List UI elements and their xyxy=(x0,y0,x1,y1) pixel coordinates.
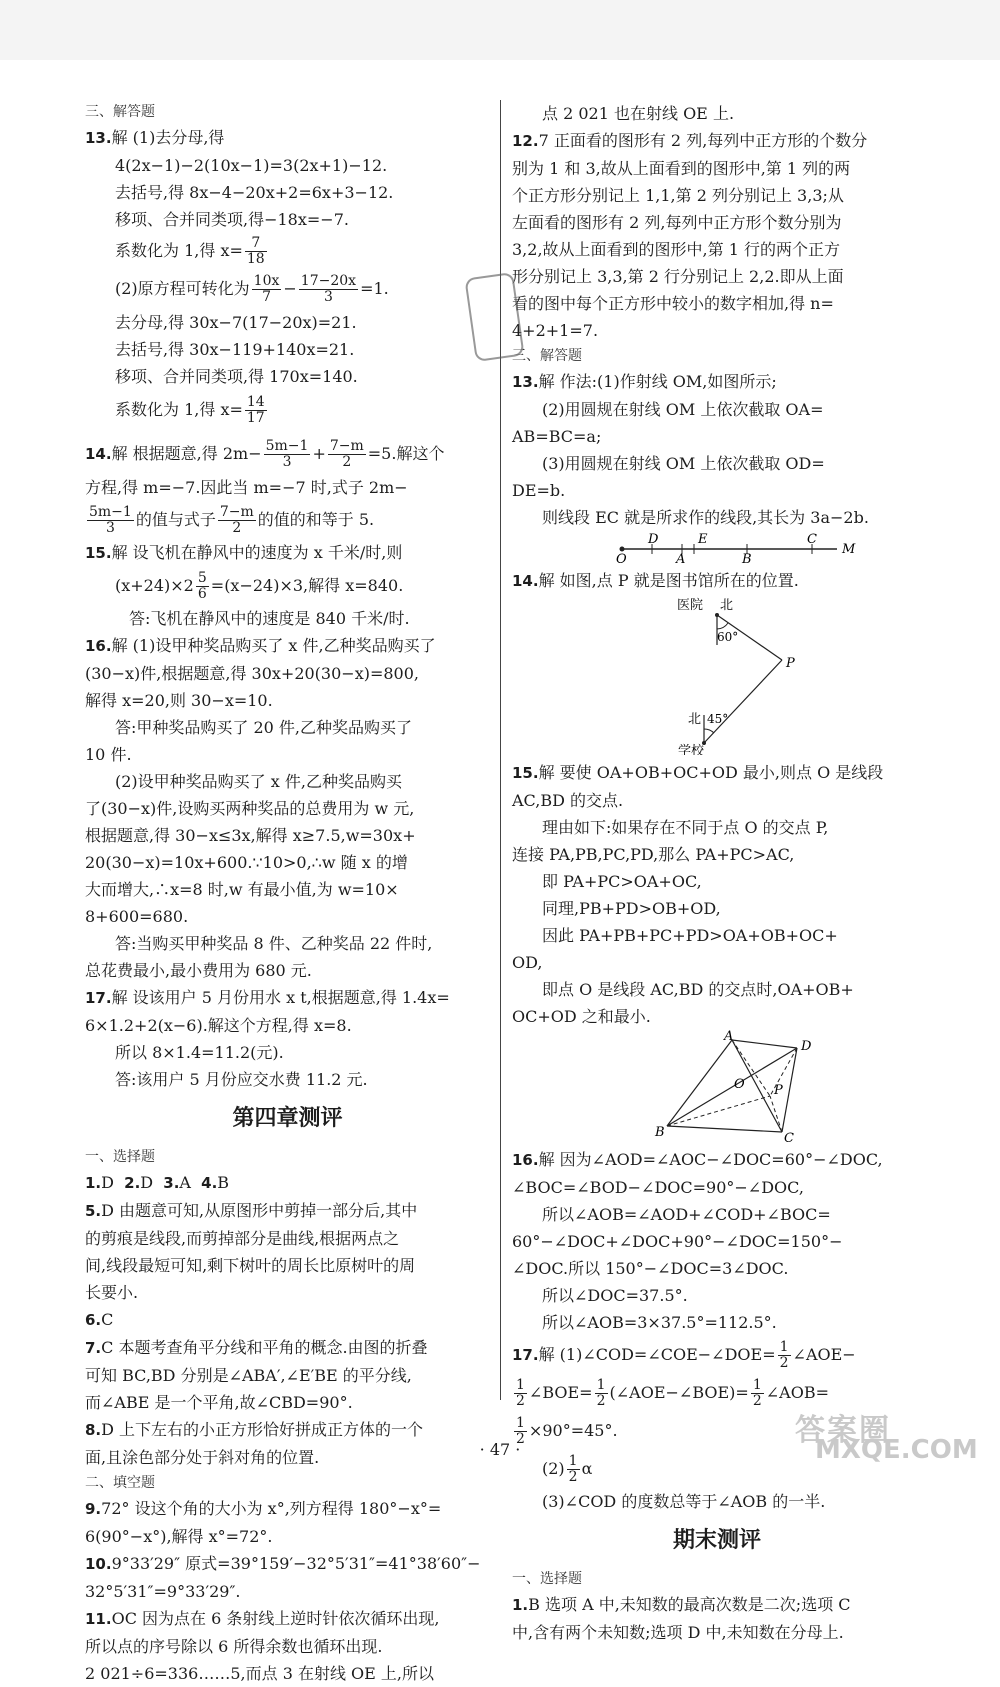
map-figure xyxy=(512,595,922,755)
q13-line: 4(2x−1)−2(10x−1)=3(2x+1)−12. xyxy=(115,156,388,175)
label-b: B xyxy=(742,552,752,563)
q16-line: 解得 x=20,则 30−x=10. xyxy=(85,691,273,710)
q16-line: 了(30−x)件,设购买两种奖品的总费用为 w 元, xyxy=(85,799,415,818)
p-to-school xyxy=(704,660,782,743)
c11-continued: 点 2 021 也在射线 OE 上. xyxy=(542,104,735,123)
fraction: $\frac{7-m}{2}$ xyxy=(329,438,364,470)
c5-line: 5.D 由题意可知,从原图形中剪掉一部分后,其中 xyxy=(85,1201,418,1220)
q16-line: 60°−∠DOC+∠DOC+90°−∠DOC=150°− xyxy=(512,1232,843,1251)
q16-line: 总花费最小,最小费用为 680 元. xyxy=(85,961,312,980)
q13-line: (3)用圆规在射线 OM 上依次截取 OD= xyxy=(542,454,825,473)
q17-line: 17.解 (1)∠COD=∠COE−∠DOE= $\frac{1}{2}$ ∠AOE− xyxy=(512,1339,856,1371)
c10-line: 10.9°33′29″ 原式=39°159′−32°5′31″=41°38′60″− xyxy=(85,1554,481,1573)
fraction: $\frac{14}{17}$ xyxy=(246,394,265,426)
q15-line: OC+OD 之和最小. xyxy=(512,1007,651,1026)
q16-line: ∠BOC=∠BOD−∠DOC=90°−∠DOC, xyxy=(512,1178,804,1197)
q13-line: 移项、合并同类项,得−18x=−7. xyxy=(115,210,349,229)
c5-line: 间,线段最短可知,剩下树叶的周长比原树叶的周 xyxy=(85,1256,416,1275)
label-a: A xyxy=(724,1030,734,1044)
label-o: O xyxy=(734,1077,745,1092)
q13-line: 去括号,得 8x−4−20x+2=6x+3−12. xyxy=(115,183,394,202)
label-d: D xyxy=(648,532,659,547)
fraction: $\frac{1}{2}$ xyxy=(779,1339,789,1371)
section-heading: 一、选择题 xyxy=(85,1149,155,1165)
q14-line: $\frac{5m-1}{3}$ 的值与式子 $\frac{7-m}{2}$ 的值的和等于 5. xyxy=(89,504,375,536)
f1-line: 中,含有两个未知数;选项 D 中,未知数在分母上. xyxy=(512,1623,844,1642)
c12-line: 左面看的图形有 2 列,每列中正方形个数分别为 xyxy=(512,213,842,232)
fraction: $\frac{5m-1}{3}$ xyxy=(265,438,309,470)
q17-line: 6×1.2+2(x−6).解这个方程,得 x=8. xyxy=(85,1016,352,1035)
point-o xyxy=(620,547,625,552)
fraction: $\frac{1}{2}$ xyxy=(596,1377,606,1409)
q15-line: 即点 O 是线段 AC,BD 的交点时,OA+OB+ xyxy=(542,980,854,999)
q14-line: 14.解 根据题意,得 2m− $\frac{5m-1}{3}$ + $\frac{7-m}{2}$ =5.解这个 xyxy=(85,438,445,470)
q13-line: 去括号,得 30x−119+140x=21. xyxy=(115,340,355,359)
label-o: O xyxy=(616,552,627,563)
q15-line: OD, xyxy=(512,953,543,972)
c8-line: 8.D 上下左右的小正方形恰好拼成正方体的一个 xyxy=(85,1420,424,1439)
c12-line: 4+2+1=7. xyxy=(512,321,599,340)
q15-line: 理由如下:如果存在不同于点 O 的交点 P, xyxy=(542,818,829,837)
label-north-2: 北 xyxy=(688,712,702,727)
fraction: $\frac{7-m}{2}$ xyxy=(219,504,254,536)
q13-line: DE=b. xyxy=(512,481,566,500)
q13-line: 13.解 作法:(1)作射线 OM,如图所示; xyxy=(512,372,777,391)
q13-line: AB=BC=a; xyxy=(512,427,602,446)
q16-line: (2)设甲种奖品购买了 x 件,乙种奖品购买 xyxy=(115,772,402,791)
q13-line: 移项、合并同类项,得 170x=140. xyxy=(115,367,358,386)
c12-line: 形分别记上 3,3,第 2 行分别记上 2,2.即从上面 xyxy=(512,267,844,286)
q16-line: 所以∠AOB=∠AOD+∠COD+∠BOC= xyxy=(542,1205,831,1224)
label-m: M xyxy=(842,542,856,557)
q15-line: 答:飞机在静风中的速度是 840 千米/时. xyxy=(129,609,410,628)
q17-line: (2) $\frac{1}{2}$ α xyxy=(542,1453,593,1485)
q16-line: 大而增大,∴x=8 时,w 有最小值,为 w=10× xyxy=(85,880,399,899)
q14-line: 14.解 如图,点 P 就是图书馆所在的位置. xyxy=(512,571,799,590)
c9-line: 6(90°−x°),解得 x°=72°. xyxy=(85,1527,273,1546)
fraction: $\frac{1}{2}$ xyxy=(752,1377,762,1409)
choice-line: 1.D 2.D 3.A 4.B xyxy=(85,1173,230,1192)
q17-line: (3)∠COD 的度数总等于∠AOB 的一半. xyxy=(542,1492,826,1511)
fraction: $\frac{7}{18}$ xyxy=(246,235,265,267)
q16-line: 根据题意,得 30−x≤3x,解得 x≥7.5,w=30x+ xyxy=(85,826,416,845)
label-hospital: 医院 xyxy=(677,598,704,613)
label-school: 学校 xyxy=(678,744,705,755)
q13-line: 系数化为 1,得 x= $\frac{7}{18}$ xyxy=(115,235,265,267)
c12-line: 3,2,故从上面看到的图形中,第 1 行的两个正方 xyxy=(512,240,840,259)
c7-line: 7.C 本题考查角平分线和平角的概念.由图的折叠 xyxy=(85,1338,428,1357)
q16-line: 答:甲种奖品购买了 20 件,乙种奖品购买了 xyxy=(115,718,413,737)
c11-line: 11.OC 因为点在 6 条射线上逆时针依次循环出现, xyxy=(85,1609,440,1628)
q16-line: 答:当购买甲种奖品 8 件、乙种奖品 22 件时, xyxy=(115,934,433,953)
q13-line: (2)用圆规在射线 OM 上依次截取 OA= xyxy=(542,400,824,419)
q16-line: 8+600=680. xyxy=(85,907,189,926)
q17-line: 答:该用户 5 月份应交水费 11.2 元. xyxy=(115,1070,368,1089)
fraction: $\frac{5m-1}{3}$ xyxy=(89,504,132,536)
q16-line: (30−x)件,根据题意,得 30x+20(30−x)=800, xyxy=(85,664,419,683)
label-angle-45: 45° xyxy=(707,712,729,726)
q17-line: $\frac{1}{2}$ ∠BOE= $\frac{1}{2}$ (∠AOE−∠BOE)= $\frac{1}{2}$ ∠AOB= xyxy=(516,1377,829,1409)
fraction: $\frac{10x}{7}$ xyxy=(253,273,280,305)
c6-line: 6.C xyxy=(85,1310,114,1329)
q16-line: 10 件. xyxy=(85,745,132,764)
section-heading: 三、解答题 xyxy=(512,348,582,364)
label-a: A xyxy=(676,552,686,563)
fraction: $\frac{5}{6}$ xyxy=(197,570,207,602)
c10-line: 32°5′31″=9°33′29″. xyxy=(85,1582,241,1601)
c7-line: 而∠ABE 是一个平角,故∠CBD=90°. xyxy=(85,1393,353,1412)
c12-line: 看的图中每个正方形中较小的数字相加,得 n= xyxy=(512,294,834,313)
label-p: P xyxy=(774,1083,783,1098)
c8-line: 面,且涂色部分处于斜对角的位置. xyxy=(85,1448,320,1467)
q13-line: (2)原方程可转化为 $\frac{10x}{7}$ − $\frac{17-20x}{3}$ =1. xyxy=(115,273,389,305)
q15-line: 即 PA+PC>OA+OC, xyxy=(542,872,702,891)
label-d: D xyxy=(801,1039,812,1054)
q15-line: (x+24)×2 $\frac{5}{6}$ =(x−24)×3,解得 x=840. xyxy=(115,570,404,602)
chapter-title: 第四章测评 xyxy=(232,1106,343,1131)
section-heading: 三、解答题 xyxy=(85,104,155,120)
c11-line: 2 021÷6=336……5,而点 3 在射线 OE 上,所以 xyxy=(85,1664,435,1683)
q16-line: 16.解 (1)设甲种奖品购买了 x 件,乙种奖品购买了 xyxy=(85,636,436,655)
c5-line: 的剪痕是线段,而剪掉部分是曲线,根据两点之 xyxy=(85,1229,400,1248)
label-north-1: 北 xyxy=(720,598,734,613)
q16-line: ∠DOC.所以 150°−∠DOC=3∠DOC. xyxy=(512,1259,789,1278)
fraction: $\frac{1}{2}$ xyxy=(516,1377,525,1409)
q15-line: 15.解 设飞机在静风中的速度为 x 千米/时,则 xyxy=(85,543,403,562)
c5-line: 长要小. xyxy=(85,1283,139,1302)
label-c: C xyxy=(784,1131,794,1142)
q16-line: 16.解 因为∠AOD=∠AOC−∠DOC=60°−∠DOC, xyxy=(512,1150,883,1169)
page-top-shadow xyxy=(0,0,1000,60)
label-c: C xyxy=(807,532,817,547)
label-p: P xyxy=(786,656,795,671)
q15-line: AC,BD 的交点. xyxy=(512,791,624,810)
section-heading: 一、选择题 xyxy=(512,1571,582,1587)
section-heading: 二、填空题 xyxy=(85,1475,155,1491)
c9-line: 9.72° 设这个角的大小为 x°,列方程得 180°−x°= xyxy=(85,1499,442,1518)
watermark-logo: 答案圈 xyxy=(795,1413,891,1448)
q14-line: 方程,得 m=−7.因此当 m=−7 时,式子 2m− xyxy=(85,478,408,497)
fraction: $\frac{1}{2}$ xyxy=(516,1415,525,1447)
q13-line: 系数化为 1,得 x= $\frac{14}{17}$ xyxy=(115,394,265,426)
c7-line: 可知 BC,BD 分别是∠ABA′,∠E′BE 的平分线, xyxy=(85,1366,412,1385)
label-angle-60: 60° xyxy=(717,630,739,644)
label-e: E xyxy=(698,532,708,547)
quadrilateral-figure xyxy=(512,1030,922,1142)
q15-line: 连接 PA,PB,PC,PD,那么 PA+PC>AC, xyxy=(512,845,795,864)
q16-line: 所以∠DOC=37.5°. xyxy=(542,1286,688,1305)
q16-line: 20(30−x)=10x+600.∵10>0,∴w 随 x 的增 xyxy=(85,853,408,872)
c12-line: 12.7 正面看的图形有 2 列,每列中正方形的个数分 xyxy=(512,131,868,150)
q13-line: 13.解 (1)去分母,得 xyxy=(85,128,225,147)
q15-line: 15.解 要使 OA+OB+OC+OD 最小,则点 O 是线段 xyxy=(512,763,884,782)
fraction: $\frac{17-20x}{3}$ xyxy=(300,273,357,305)
page-number: · 47 · xyxy=(479,1440,521,1459)
c11-line: 所以点的序号除以 6 所得余数也循环出现. xyxy=(85,1637,383,1656)
ray-segment-figure xyxy=(512,531,922,563)
c12-line: 别为 1 和 3,故从上面看到的图形中,第 1 列的两 xyxy=(512,159,851,178)
q16-line: 所以∠AOB=3×37.5°=112.5°. xyxy=(542,1313,777,1332)
q15-line: 因此 PA+PB+PC+PD>OA+OB+OC+ xyxy=(542,926,838,945)
hospital-point xyxy=(715,613,719,617)
q15-line: 同理,PB+PD>OB+OD, xyxy=(542,899,721,918)
label-b: B xyxy=(655,1125,665,1140)
q17-line: $\frac{1}{2}$ ×90°=45°. xyxy=(516,1415,618,1447)
f1-line: 1.B 选项 A 中,未知数的最高次数是二次;选项 C xyxy=(512,1595,851,1614)
q13-line: 则线段 EC 就是所求作的线段,其长为 3a−2b. xyxy=(542,508,869,527)
q13-line: 去分母,得 30x−7(17−20x)=21. xyxy=(115,313,357,332)
final-exam-title: 期末测评 xyxy=(672,1528,761,1553)
watermark-url: MXQE.COM xyxy=(815,1435,978,1465)
fraction: $\frac{1}{2}$ xyxy=(568,1453,578,1485)
c12-line: 个正方形分别记上 1,1,第 2 列分别记上 3,3;从 xyxy=(512,186,844,205)
q17-line: 17.解 设该用户 5 月份用水 x t,根据题意,得 1.4x= xyxy=(85,988,450,1007)
q17-line: 所以 8×1.4=11.2(元). xyxy=(115,1043,284,1062)
